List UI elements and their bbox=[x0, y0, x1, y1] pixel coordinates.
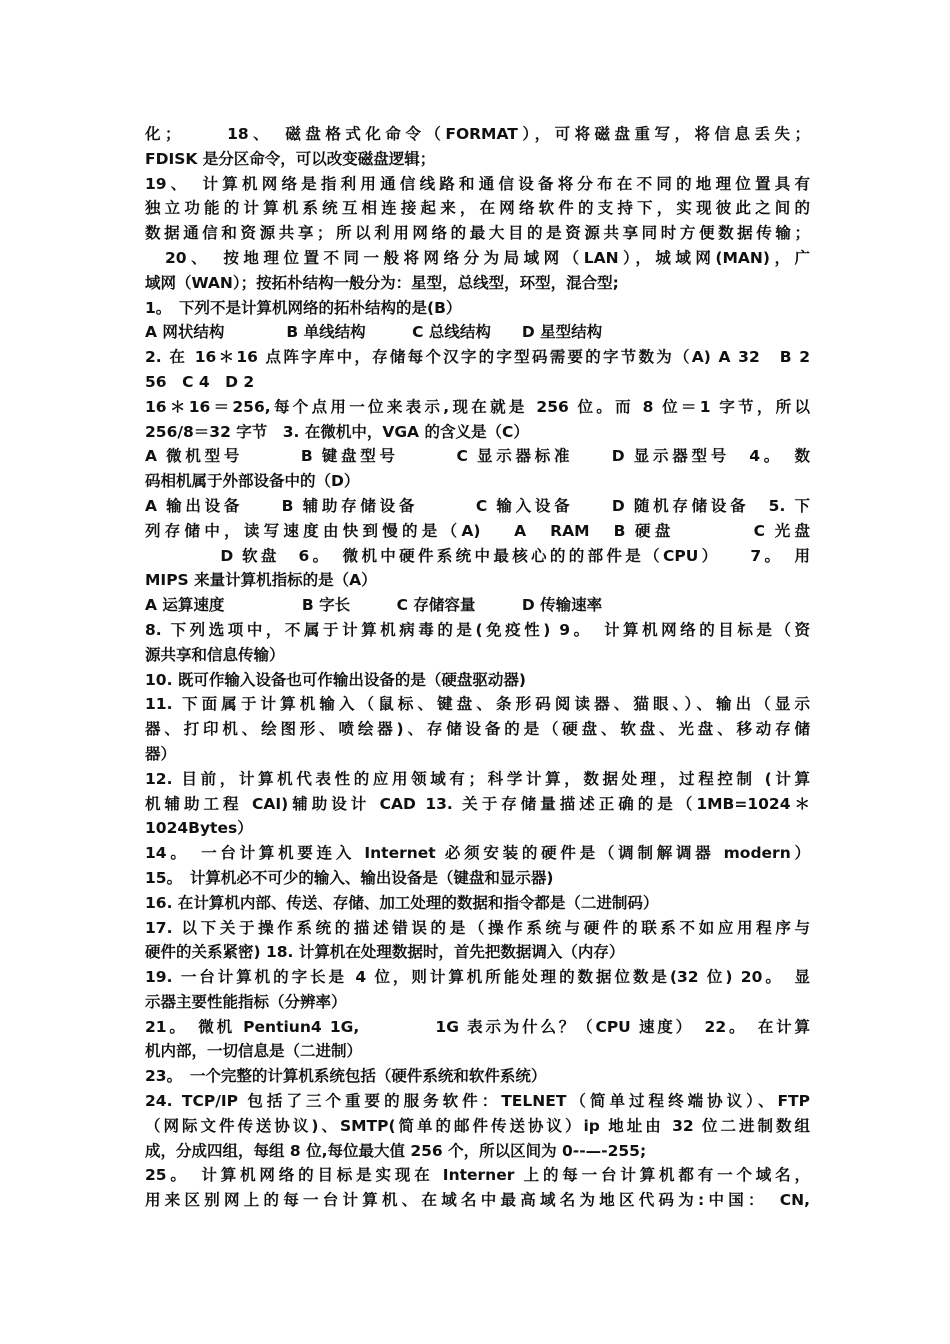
text-line: 器） bbox=[145, 744, 177, 763]
text-line: 硬件的关系紧密) 18. 计算机在处理数据时，首先把数据调入（内存） bbox=[145, 943, 625, 962]
text-line: 机辅助工程 CAI)辅助设计 CAD 13. 关于存储量描述正确的是（1MB=1024＊ bbox=[145, 794, 810, 813]
text-line: MIPS 来量计算机指标的是（A） bbox=[145, 571, 377, 590]
text-line: 1024Bytes） bbox=[145, 819, 253, 838]
text-line: 16. 在计算机内部、传送、存储、加工处理的数据和指令都是（二进制码） bbox=[145, 893, 659, 912]
text-line: 12. 目前，计算机代表性的应用领域有；科学计算，数据处理，过程控制 (计算 bbox=[145, 769, 810, 788]
text-line: 16＊16＝256,每个点用一位来表示,现在就是 256 位。而 8 位＝1 字节，所以 bbox=[145, 397, 810, 416]
text-line: A 网状结构 B 单线结构 C 总线结构 D 星型结构 bbox=[145, 323, 603, 342]
text-line: FDISK 是分区命令，可以改变磁盘逻辑； bbox=[145, 149, 436, 168]
text-line: 数据通信和资源共享；所以利用网络的最大目的是资源共享同时方便数据传输； bbox=[145, 224, 810, 243]
text-line: 10. 既可作输入设备也可作输出设备的是（硬盘驱动器) bbox=[145, 670, 526, 689]
text-line: 化； 18、 磁盘格式化命令（FORMAT），可将磁盘重写，将信息丢失； bbox=[145, 125, 810, 143]
text-line: 码相机属于外部设备中的（D） bbox=[145, 472, 360, 491]
text-line: 256/8＝32 字节 3. 在微机中，VGA 的含义是（C） bbox=[145, 422, 529, 441]
text-line: 19、 计算机网络是指利用通信线路和通信设备将分布在不同的地理位置具有 bbox=[145, 174, 810, 193]
text-line: 25。 计算机网络的目标是实现在 Interner 上的每一台计算机都有一个域名， bbox=[145, 1166, 810, 1185]
text-line: 域网（WAN）；按拓朴结构一般分为：星型，总线型，环型，混合型; bbox=[145, 273, 619, 292]
text-line: 17. 以下关于操作系统的描述错误的是（操作系统与硬件的联系不如应用程序与 bbox=[145, 918, 810, 937]
text-line: 独立功能的计算机系统互相连接起来，在网络软件的支持下，实现彼此之间的 bbox=[145, 199, 810, 218]
text-line: （网际文件传送协议)、SMTP(简单的邮件传送协议）ip 地址由 32 位二进制数组 bbox=[145, 1116, 810, 1135]
text-line: 器、打印机、绘图形、喷绘器)、存储设备的是（硬盘、软盘、光盘、移动存储 bbox=[145, 720, 810, 739]
text-line: 源共享和信息传输） bbox=[145, 645, 285, 664]
text-line: A 微机型号 B 键盘型号 C 显示器标准 D 显示器型号 4。 数 bbox=[145, 447, 810, 466]
text-line: 11. 下面属于计算机输入（鼠标、键盘、条形码阅读器、猫眼、）、输出（显示 bbox=[145, 695, 810, 714]
text-line: 列存储中，读写速度由快到慢的是（A) A RAM B 硬盘 C 光盘 bbox=[145, 521, 810, 540]
text-line: 示器主要性能指标（分辨率） bbox=[145, 992, 347, 1011]
text-line: 24. TCP/IP 包括了三个重要的服务软件：TELNET（简单过程终端协议）、FTP bbox=[145, 1092, 810, 1111]
text-line: 56 C 4 D 2 bbox=[145, 372, 255, 391]
text-line: 8. 下列选项中，不属于计算机病毒的是(免疫性) 9。 计算机网络的目标是（资 bbox=[145, 620, 810, 639]
text-line: 机内部，一切信息是（二进制） bbox=[145, 1042, 363, 1061]
text-line: 1。 下列不是计算机网络的拓朴结构的是(B） bbox=[145, 298, 462, 317]
text-line: A 输出设备 B 辅助存储设备 C 输入设备 D 随机存储设备 5. 下 bbox=[145, 496, 810, 515]
text-line: 14。 一台计算机要连入 Internet 必须安装的硬件是（调制解调器 modern） bbox=[145, 844, 810, 863]
text-line: 2. 在 16＊16 点阵字库中，存储每个汉字的字型码需要的字节数为（A) A 32 B 2 bbox=[145, 348, 810, 367]
text-line: 用来区别网上的每一台计算机、在域名中最高域名为地区代码为:中国： CN, bbox=[145, 1191, 810, 1210]
text-line: 20、 按地理位置不同一般将网络分为局域网（LAN），城域网(MAN)，广 bbox=[145, 248, 810, 267]
text-line: 23。 一个完整的计算机系统包括（硬件系统和软件系统） bbox=[145, 1067, 547, 1086]
text-line: A 运算速度 B 字长 C 存储容量 D 传输速率 bbox=[145, 596, 603, 615]
text-line: 21。 微机 Pentiun4 1G, 1G 表示为什么？（CPU 速度） 22。 在计算 bbox=[145, 1017, 810, 1036]
text-line: D 软盘 6。 微机中硬件系统中最核心的的部件是（CPU） 7。 用 bbox=[145, 546, 810, 565]
text-line: 成，分成四组，每组 8 位,每位最大值 256 个，所以区间为 0--—-255; bbox=[145, 1141, 647, 1160]
text-line: 19. 一台计算机的字长是 4 位，则计算机所能处理的数据位数是(32 位) 20。 显 bbox=[145, 968, 810, 987]
document-body bbox=[145, 122, 810, 1213]
text-line: 15。 计算机必不可少的输入、输出设备是（键盘和显示器) bbox=[145, 868, 554, 887]
